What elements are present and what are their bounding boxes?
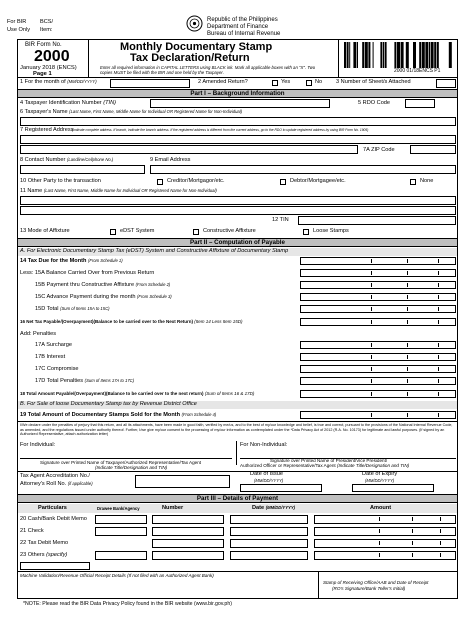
sig-individual-caption: Signature over Printed Name of Taxpayer/Authorized Representative/Tax Agent [40,460,202,465]
use-only-label: Use Only [7,27,31,33]
row-21-label: 21 Check [20,528,44,534]
digit-separator [438,343,439,347]
r20-bank[interactable] [95,515,147,524]
section-a-label: A. For Electronic Documentary Stamp Tax (eDST) System and Constructive Affixture of Documentary Stamp [20,248,289,254]
r20-number[interactable] [152,515,224,524]
digit-separator [438,355,439,359]
amended-yes-label: Yes [281,79,291,85]
part-1-header: Part I – Background Information [17,89,458,98]
digit-separator [407,307,408,311]
digit-separator [379,517,380,521]
contact-label: 8 Contact Number (Landline/Cellphone No.) [20,157,114,163]
for-non-individual-label: For Non-Individual: [240,442,288,448]
r23-amount[interactable] [314,551,456,560]
r22-amount[interactable] [314,539,456,548]
digit-separator [407,392,408,396]
line-17c-label: 17C Compromise [35,366,79,372]
penalties-label: Add: Penalties [20,331,57,337]
line-17c-amount[interactable] [300,365,456,373]
line-15d-amount[interactable] [300,305,456,313]
r23-date[interactable] [230,551,308,560]
sig-individual-hint: (Indicate Title/Designation and TIN) [95,465,168,470]
edst-checkbox[interactable] [110,229,116,235]
bir-form-no-label: BIR Form No. [25,42,62,48]
for-bir-label: For BIR [7,19,27,25]
line-18-amount[interactable] [300,390,456,398]
part-3-header: Part III – Details of Payment [17,494,458,503]
digit-separator [379,553,380,557]
address-field-1[interactable] [20,135,456,144]
digit-separator [438,307,439,311]
department-text: Department of Finance [207,24,269,30]
digit-separator [407,295,408,299]
digit-separator [438,295,439,299]
mode-label: 13 Mode of Affixture [20,228,70,234]
digit-separator [371,343,372,347]
barcode-icon [344,42,456,68]
digit-separator [371,379,372,383]
stamp-divider [318,572,319,598]
form-instructions: Enter all required information in CAPITAL LETTERS using BLACK ink. Mark all applicable boxes with an "X". Two copies MUST be filed with the BIR and one held by the Taxpayer. [100,65,316,75]
republic-text: Republic of the Philippines [207,17,278,23]
col-particulars: Particulars [38,505,67,511]
amended-no-checkbox[interactable] [306,80,312,86]
rdo-field[interactable] [405,99,435,108]
digit-separator [371,320,372,324]
digit-separator [440,553,441,557]
r21-date[interactable] [230,527,308,536]
address-field-2[interactable] [20,145,358,154]
line-16-label: 16 Net Tax Payable/(Overpayment)(Balance to be carried over to the Next Return) (Item 14 Less Item 15D) [20,319,243,324]
section-b-label: B. For Sale of loose Documentary Stamp tax by Revenue District Office [20,401,197,407]
digit-separator [371,367,372,371]
name-11-field-2[interactable] [20,206,456,215]
line-18-label: 18 Total Amount Payable/(Overpayment)(Balance to be carried over to the next return) (Sum of Items 16 & 17D) [20,391,255,396]
digit-separator [412,517,413,521]
digit-separator [438,271,439,275]
r21-number[interactable] [152,527,224,536]
line-15d-label: 15D Total (Sum of Items 15A to 15C) [35,306,110,312]
footer-note: *NOTE: Please read the BIR Data Privacy Policy found in the BIR website (www.bir.gov.ph) [23,601,232,607]
sheets-attached-field[interactable] [436,79,456,88]
date-issue-hint: (MM/DD/YYYY) [254,478,284,483]
accreditation-field[interactable] [135,475,230,488]
digit-separator [371,355,372,359]
creditor-checkbox[interactable] [157,179,163,185]
line-15b-amount[interactable] [300,281,456,289]
digit-separator [438,392,439,396]
col-amount: Amount [370,505,392,511]
month-field[interactable] [110,79,190,88]
r23-specify[interactable] [20,562,90,570]
validation-label: Machine Validation/Revenue Official Receipt Details (If not filed with an Authorized Agent Bank) [20,573,214,578]
bcs-label: BCS/ [40,19,54,25]
digit-separator [412,541,413,545]
digit-separator [371,271,372,275]
line-17d-label: 17D Total Penalties (Sum of Items 17A to 17C) [35,378,135,384]
digit-separator [407,283,408,287]
contact-field[interactable] [20,165,145,174]
col-date: Date (MM/DD/YYYY) [252,505,295,511]
line-16-amount[interactable] [300,318,456,326]
name-11-field[interactable] [20,196,456,205]
digit-separator [412,553,413,557]
header-rule-bottom [17,77,458,78]
declaration-divider [236,441,237,465]
header-rule-top [17,39,458,40]
sig-non-individual-caption: Signature over Printed Name of President/Vice President/ [270,458,388,463]
line-17a-amount[interactable] [300,341,456,349]
bureau-text: Bureau of Internal Revenue [207,31,281,37]
digit-separator [440,541,441,545]
email-field[interactable] [150,165,456,174]
creditor-label: Creditor/Mortgagor/etc. [167,178,225,184]
item-label: Item: [40,27,53,33]
email-label: 9 Email Address [150,157,191,163]
constructive-label: Constructive Affixture [203,228,256,234]
r22-number[interactable] [152,539,224,548]
form-date: January 2018 (ENCS) [20,65,77,71]
digit-separator [440,517,441,521]
digit-separator [438,259,439,263]
row-23-label: 23 Others (specify) [20,552,68,558]
digit-separator [438,320,439,324]
digit-separator [440,529,441,533]
footer-rule [17,598,458,599]
line-17b-label: 17B Interest [35,354,66,360]
digit-separator [371,295,372,299]
none-checkbox[interactable] [410,179,416,185]
date-issue-field[interactable] [240,484,322,492]
barcode-code: 2000 01/18ENCS P1 [394,68,441,74]
loose-label: Loose Stamps [313,228,349,234]
digit-separator [438,283,439,287]
border-left [17,39,18,599]
digit-separator [371,392,372,396]
line-17a-label: 17A Surcharge [35,342,73,348]
debtor-label: Debtor/Mortgagee/etc. [290,178,346,184]
digit-separator [407,343,408,347]
date-expiry-hint: (MM/DD/YYYY) [365,478,395,483]
col-number: Number [162,505,184,511]
bir-seal-icon [186,15,203,32]
line-15b-label: 15B Payment thru Constructive Affixture (From Schedule 2) [35,282,171,288]
amended-no-label: No [315,79,323,85]
taxpayer-name-label: 6 Taxpayer's Name (Last Name, First Name, Middle Name for Individual OR Registered Name for Non-Individual) [20,109,243,115]
item-1-label: 1 For the month of (MM/DD/YYYY) [20,79,97,85]
digit-separator [371,283,372,287]
digit-separator [407,413,408,417]
r21-amount[interactable] [314,527,456,536]
loose-checkbox[interactable] [303,229,309,235]
digit-separator [371,307,372,311]
title-line-2: Tax Declaration/Return [130,52,250,64]
for-individual-label: For Individual: [20,442,56,448]
line-14-label: 14 Tax Due for the Month (From Schedule 1) [20,258,123,264]
header-divider-1 [88,39,89,77]
declaration-rule [17,421,458,422]
digit-separator [407,355,408,359]
amended-yes-checkbox[interactable] [272,80,278,86]
debtor-checkbox[interactable] [280,179,286,185]
tax-agent-label: Tax Agent Accreditation No./ [20,473,90,479]
line-15a-label: Less: 15A Balance Carried Over from Previous Return [20,270,155,276]
digit-separator [407,271,408,275]
line-15c-label: 15C Advance Payment during the month (From Schedule 3) [35,294,172,300]
sig-non-individual-caption-2: Authorized Officer or Representative/Tax Agent (Indicate Title/Designation and TIN) [240,463,410,468]
amended-label: 2 Amended Return? [198,79,248,85]
edst-label: eDST System [120,228,155,234]
stamp-hint: (RO's Signature/Bank Teller's Initial) [332,586,406,591]
date-expiry-label: Date of Expiry [362,471,398,477]
page-number: Page 1 [33,71,52,77]
row-22-label: 22 Tax Debit Memo [20,540,69,546]
sheets-attached-label: 3 Number of Sheet/s Attached [336,79,411,85]
date-expiry-field[interactable] [352,484,434,492]
border-right [457,39,458,599]
digit-separator [438,413,439,417]
address-hint: (Indicate complete address. If branch, indicate the branch address. If the registered address is different from the current address, go to the RDO to update registered address by using BIR Form No. 1905) [72,128,369,132]
line-14-amount[interactable] [300,257,456,265]
tin-12-field[interactable] [298,216,456,225]
tin-label: 4 Taxpayer Identification Number (TIN) [20,100,116,106]
rdo-label: 5 RDO Code [358,100,391,106]
digit-separator [438,379,439,383]
line-15c-amount[interactable] [300,293,456,301]
r20-date[interactable] [230,515,308,524]
row-20-label: 20 Cash/Bank Debit Memo [20,516,87,522]
digit-separator [371,259,372,263]
line-19-amount[interactable] [300,411,456,419]
declaration-text: I/We declare under the penalties of perjury that this return, and all its attachments, have been made in good faith, verified by me/us, and to the best of my/our knowledge and belief, is true and correct, pursuant to the provisions of the National Internal Revenue Code, as amended, and the regulations issued under authority thereof. Further, I/we give my/our consent to the processing of my/our information as contemplated under the *Data Privacy Act of 2012 (R.A. No. 10173) for legitimate and lawful purposes. (If signed by an Authorized Representative, attach authorization letter) [20,423,453,437]
line-15a-amount[interactable] [300,269,456,277]
r21-bank[interactable] [95,527,147,536]
form-number: 2000 [34,48,70,65]
sig-line-individual[interactable] [20,458,232,459]
other-party-label: 10 Other Party to the transaction [20,178,101,184]
r20-amount[interactable] [314,515,456,524]
line-17b-amount[interactable] [300,353,456,361]
part-2-header: Part II – Computation of Payable [17,238,458,247]
r22-date[interactable] [230,539,308,548]
digit-separator [371,413,372,417]
attorney-label: Attorney's Roll No. (if applicable) [20,481,93,487]
constructive-checkbox[interactable] [193,229,199,235]
tin-12-label: 12 TIN [272,217,289,223]
date-issue-label: Date of Issue [250,471,283,477]
col-bank: Drawee Bank/Agency [97,506,140,511]
taxpayer-name-field[interactable] [20,117,456,126]
stamp-label: Stamp of Receiving Office/AAB and Date of Receipt [323,580,429,585]
r23-number[interactable] [152,551,224,560]
r23-bank[interactable] [95,551,147,560]
zip-label: 7A ZIP Code [363,147,395,153]
digit-separator [407,320,408,324]
digit-separator [407,259,408,263]
line-19-label: 19 Total Amount of Documentary Stamps Sold for the Month (From Schedule 4) [20,412,217,418]
zip-field[interactable] [410,145,456,154]
validation-rule [17,571,458,572]
tin-field[interactable] [150,99,330,108]
digit-separator [438,367,439,371]
header-divider-2 [338,39,339,77]
part-3-col-band [17,504,458,513]
digit-separator [407,367,408,371]
line-17d-amount[interactable] [300,377,456,385]
digit-separator [407,379,408,383]
digit-separator [412,529,413,533]
address-label: 7 Registered Address [20,127,74,133]
title-line-1: Monthly Documentary Stamp [120,41,273,53]
digit-separator [379,529,380,533]
name-11-label: 11 Name (Last Name, First Name, Middle Name for Individual OR Registered Name for Non-Individual) [20,188,217,194]
none-label: None [420,178,434,184]
digit-separator [379,541,380,545]
